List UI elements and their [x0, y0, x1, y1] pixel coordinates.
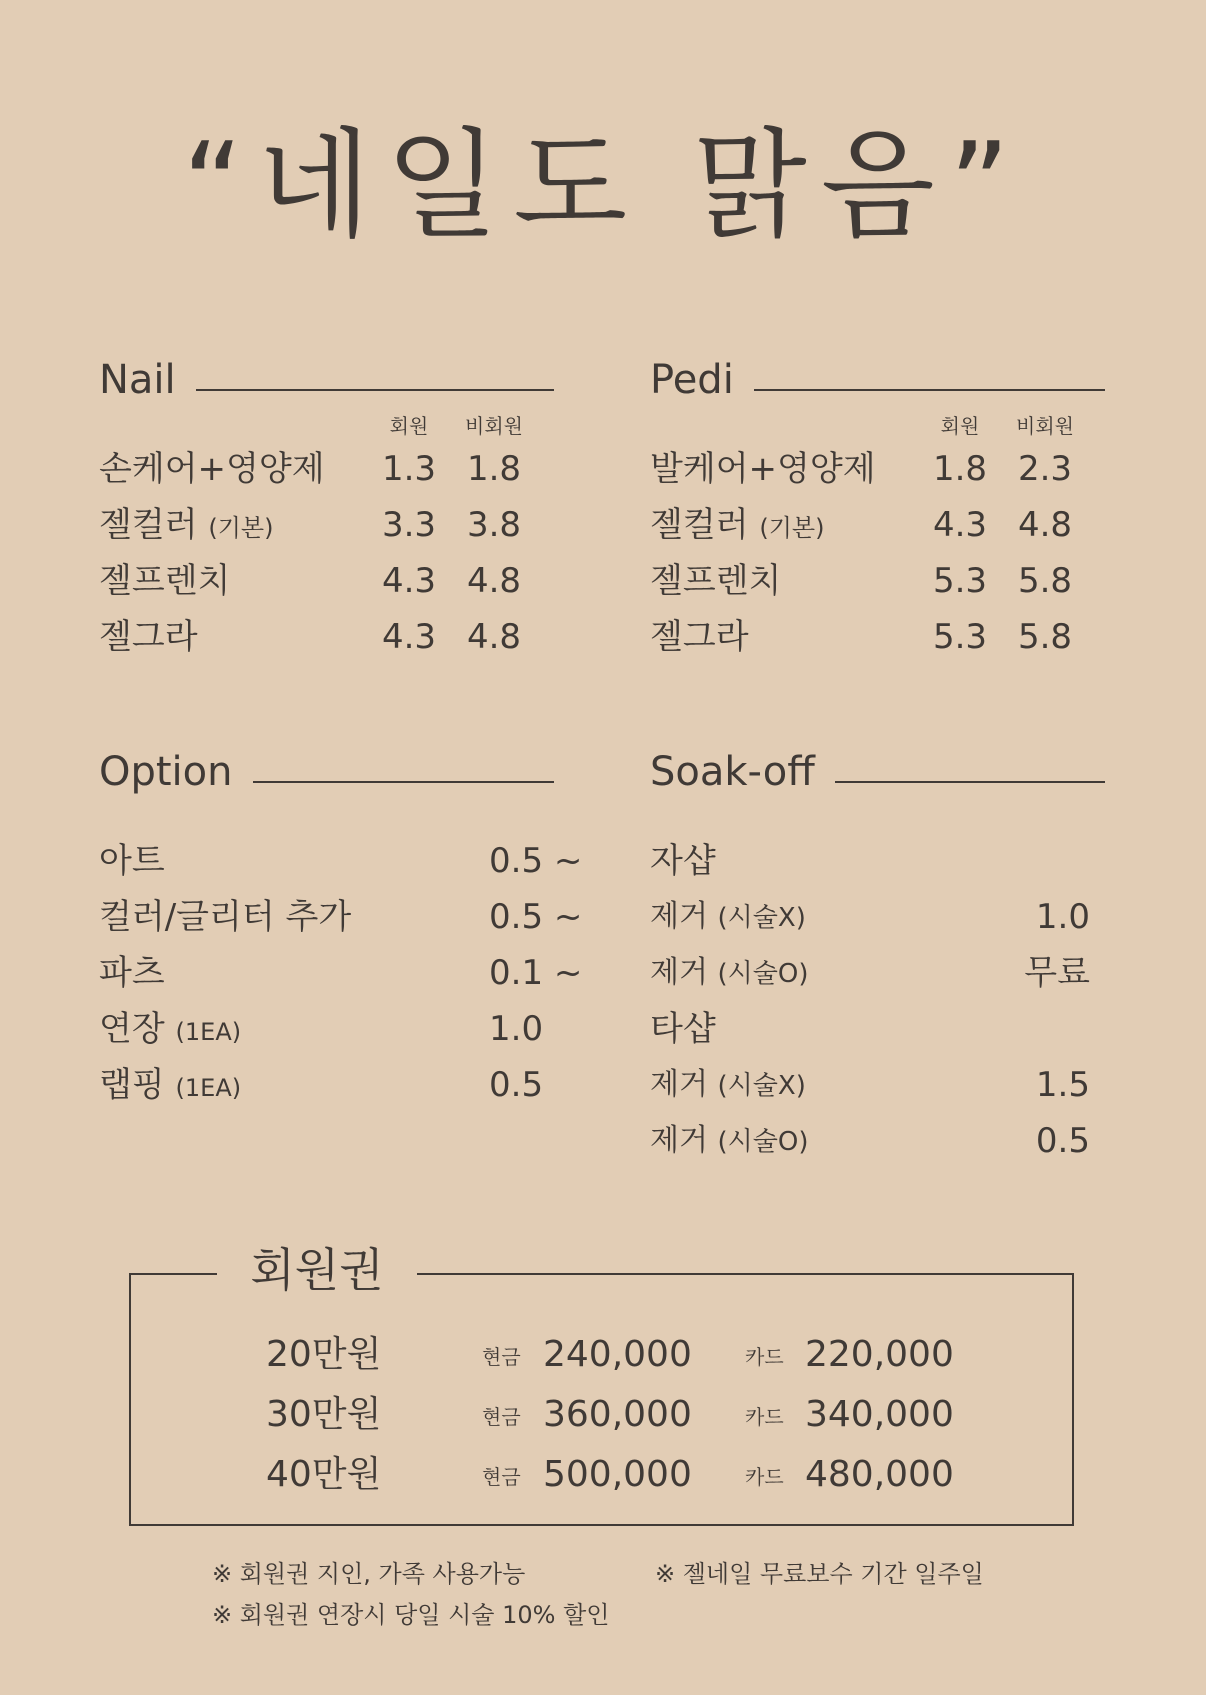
item-name: 제거 — [650, 1067, 708, 1102]
item-note: (시술X) — [717, 903, 806, 933]
pedi-heading: Pedi — [650, 357, 734, 403]
price-row — [650, 554, 1105, 610]
cash-label: 현금 — [482, 1465, 521, 1489]
price-row — [99, 610, 554, 666]
price-row — [99, 442, 554, 498]
card-price: 220,000 — [805, 1334, 954, 1375]
nonmember-price: 5.8 — [1017, 561, 1073, 601]
option-price: 0.5 ~ — [489, 897, 583, 937]
item-note: (기본) — [759, 514, 825, 542]
page-title: “네일도 맑음” — [182, 116, 1024, 254]
note-text: ※ 회원권 연장시 당일 시술 10% 할인 — [212, 1601, 610, 1629]
nonmember-price: 4.8 — [466, 617, 522, 657]
option-row — [99, 1058, 554, 1114]
item-name: 젤그라 — [650, 617, 749, 657]
member-price: 4.3 — [381, 617, 437, 657]
heading-rule — [253, 781, 555, 783]
card-label: 카드 — [745, 1345, 784, 1369]
column-headers — [99, 412, 554, 442]
cash-price: 240,000 — [543, 1334, 692, 1375]
column-headers — [650, 412, 1105, 442]
cash-price: 500,000 — [543, 1454, 692, 1495]
price-row — [650, 442, 1105, 498]
card-label: 카드 — [745, 1405, 784, 1429]
soakoff-row — [650, 1002, 1105, 1058]
item-name: 젤프렌치 — [650, 561, 782, 601]
item-note: (1EA) — [175, 1018, 242, 1046]
member-price: 5.3 — [932, 561, 988, 601]
member-price: 5.3 — [932, 617, 988, 657]
member-price: 4.3 — [381, 561, 437, 601]
item-name: 랩핑 — [99, 1065, 165, 1105]
item-note: (시술X) — [717, 1071, 806, 1101]
member-column-header: 회원 — [940, 414, 980, 438]
item-name: 젤컬러 — [99, 505, 198, 545]
item-name: 발케어+영양제 — [650, 449, 876, 489]
pedi-section — [650, 352, 1105, 666]
item-note: (시술O) — [717, 959, 809, 989]
nonmember-price: 5.8 — [1017, 617, 1073, 657]
soakoff-row — [650, 1114, 1105, 1170]
item-name: 제거 — [650, 1123, 708, 1158]
nonmember-column-header: 비회원 — [465, 414, 523, 438]
nail-heading: Nail — [99, 357, 176, 403]
cash-label: 현금 — [482, 1345, 521, 1369]
option-price: 0.1 ~ — [489, 953, 583, 993]
item-name: 손케어+영양제 — [99, 449, 325, 489]
membership-amount: 20만원 — [266, 1334, 382, 1375]
price-row — [99, 554, 554, 610]
option-row — [99, 834, 583, 890]
item-note: (1EA) — [175, 1074, 242, 1102]
membership-amount: 40만원 — [266, 1454, 382, 1495]
heading-rule — [754, 389, 1105, 391]
soakoff-price: 1.5 — [1035, 1065, 1090, 1105]
heading-rule — [835, 781, 1105, 783]
item-note: (기본) — [208, 514, 274, 542]
nonmember-price: 4.8 — [1017, 505, 1073, 545]
option-price: 0.5 ~ — [489, 841, 583, 881]
nonmember-price: 3.8 — [466, 505, 522, 545]
option-section — [99, 744, 583, 1114]
member-price: 4.3 — [932, 505, 988, 545]
item-name: 자샵 — [650, 841, 716, 881]
card-price: 480,000 — [805, 1454, 954, 1495]
item-name: 컬러/글리터 추가 — [99, 897, 352, 937]
soakoff-price: 무료 — [1024, 953, 1090, 993]
soakoff-heading: Soak-off — [650, 749, 815, 795]
member-price: 1.8 — [932, 449, 988, 489]
nonmember-column-header: 비회원 — [1016, 414, 1074, 438]
nail-section — [99, 352, 554, 666]
membership-row — [0, 1453, 1206, 1513]
soakoff-price: 1.0 — [1035, 897, 1090, 937]
item-name: 타샵 — [650, 1009, 716, 1049]
note-text: ※ 회원권 지인, 가족 사용가능 — [212, 1560, 526, 1588]
option-row — [99, 890, 583, 946]
note-text: ※ 젤네일 무료보수 기간 일주일 — [655, 1560, 984, 1588]
soakoff-price: 0.5 — [1035, 1121, 1090, 1161]
membership-row — [0, 1333, 1206, 1393]
price-row — [650, 610, 1105, 666]
nonmember-price: 2.3 — [1017, 449, 1073, 489]
option-price: 1.0 — [489, 1009, 544, 1049]
membership-heading: 회원권 — [250, 1243, 384, 1297]
item-name: 젤그라 — [99, 617, 198, 657]
cash-label: 현금 — [482, 1405, 521, 1429]
item-name: 제거 — [650, 955, 708, 990]
option-heading: Option — [99, 749, 233, 795]
soakoff-row — [650, 1058, 1105, 1114]
item-name: 파츠 — [99, 953, 165, 993]
cash-price: 360,000 — [543, 1394, 692, 1435]
item-name: 젤컬러 — [650, 505, 749, 545]
member-price: 3.3 — [381, 505, 437, 545]
item-name: 아트 — [99, 841, 165, 881]
box-border-top — [129, 1273, 217, 1275]
member-price: 1.3 — [381, 449, 437, 489]
member-column-header: 회원 — [389, 414, 429, 438]
membership-row — [0, 1393, 1206, 1453]
option-row — [99, 1002, 554, 1058]
price-row — [650, 498, 1105, 554]
soakoff-row — [650, 834, 1105, 890]
nonmember-price: 1.8 — [466, 449, 522, 489]
box-border-top — [417, 1273, 1074, 1275]
card-label: 카드 — [745, 1465, 784, 1489]
price-row — [99, 498, 554, 554]
soakoff-row — [650, 946, 1105, 1002]
item-name: 제거 — [650, 899, 708, 934]
nonmember-price: 4.8 — [466, 561, 522, 601]
item-name: 젤프렌치 — [99, 561, 231, 601]
option-row — [99, 946, 583, 1002]
membership-amount: 30만원 — [266, 1394, 382, 1435]
item-note: (시술O) — [717, 1127, 809, 1157]
option-price: 0.5 — [489, 1065, 544, 1105]
item-name: 연장 — [99, 1009, 165, 1049]
heading-rule — [196, 389, 554, 391]
soakoff-section — [650, 744, 1105, 1170]
soakoff-row — [650, 890, 1105, 946]
card-price: 340,000 — [805, 1394, 954, 1435]
